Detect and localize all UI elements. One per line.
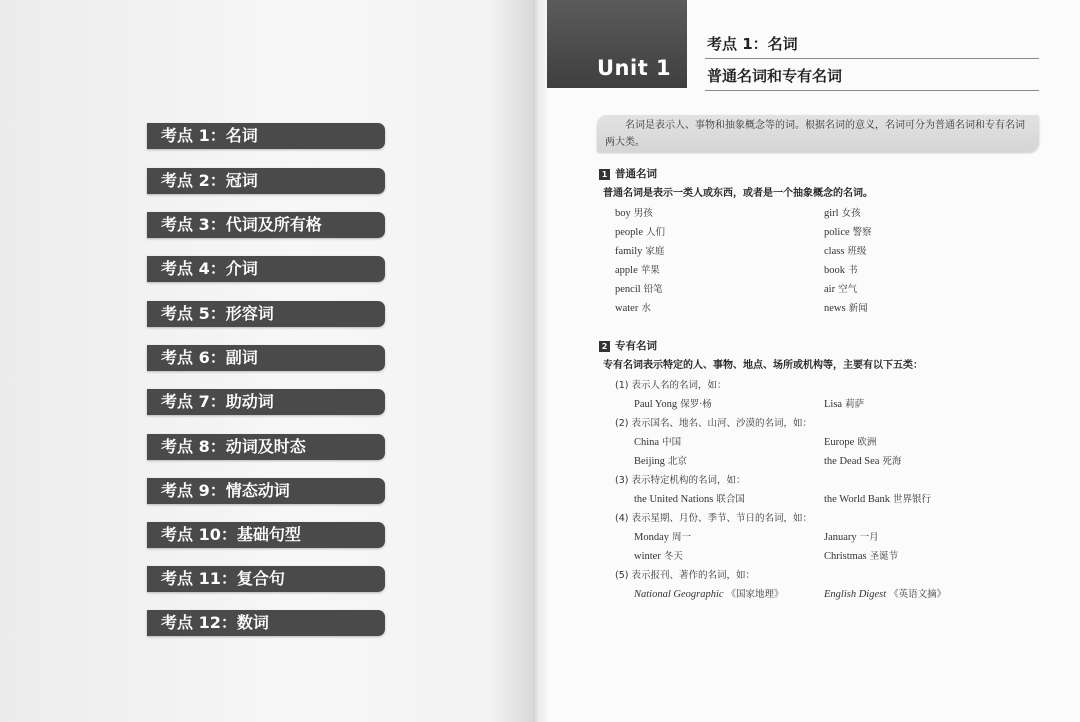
example-english: apple <box>615 265 638 276</box>
example-english: pencil <box>615 284 641 295</box>
example-english: police <box>824 227 850 238</box>
toc-item-2[interactable]: 考点 2：冠词 <box>147 168 385 194</box>
example-word <box>634 396 712 410</box>
example-chinese: 北京 <box>667 456 687 467</box>
section-2-description: 专有名词表示特定的人、事物、地点、场所或机构等，主要有以下五类： <box>603 360 923 371</box>
intro-box: 名词是表示人、事物和抽象概念等的词。根据名词的意义，名词可分为普通名词和专有名词两大类。 <box>597 115 1039 152</box>
left-page <box>0 0 533 722</box>
right-page <box>547 0 1080 722</box>
topic-subtitle: 普通名词和专有名词 <box>707 67 843 85</box>
example-word <box>824 396 864 410</box>
example-english: girl <box>824 208 839 219</box>
example-chinese: 一月 <box>859 532 879 543</box>
example-chinese: 欧洲 <box>857 437 877 448</box>
example-word <box>634 491 745 505</box>
toc-item-7[interactable]: 考点 7：助动词 <box>147 389 385 415</box>
example-chinese: 保罗·杨 <box>680 399 712 410</box>
example-chinese: 周一 <box>672 532 692 543</box>
example-chinese: 死海 <box>882 456 902 467</box>
toc-item-6[interactable]: 考点 6：副词 <box>147 345 385 371</box>
example-word <box>615 205 653 219</box>
example-english: Christmas <box>824 551 867 562</box>
example-chinese: 冬天 <box>663 551 683 562</box>
example-chinese: 铅笔 <box>643 284 663 295</box>
subtitle-divider <box>705 90 1039 91</box>
example-chinese: 联合国 <box>716 494 745 505</box>
subcategory-label: (2) 表示国名、地名、山河、沙漠的名词，如： <box>615 418 812 429</box>
section-1-number: 1 <box>599 169 610 180</box>
section-1-description: 普通名词是表示一类人或东西，或者是一个抽象概念的名词。 <box>603 188 873 199</box>
example-word <box>824 243 866 257</box>
example-word <box>824 529 879 543</box>
topic-title: 考点 1：名词 <box>707 35 798 53</box>
example-english: news <box>824 303 846 314</box>
example-word <box>824 300 868 314</box>
example-english: the United Nations <box>634 494 714 505</box>
example-chinese: 中国 <box>662 437 682 448</box>
unit-tab <box>547 0 687 88</box>
subcategory-label: (4) 表示星期、月份、季节、节日的名词，如： <box>615 513 812 524</box>
toc-item-3[interactable]: 考点 3：代词及所有格 <box>147 212 385 238</box>
example-english: the Dead Sea <box>824 456 880 467</box>
example-word <box>824 205 861 219</box>
section-2-number: 2 <box>599 341 610 352</box>
example-english: water <box>615 303 639 314</box>
section-2-heading <box>599 338 657 353</box>
toc-item-1[interactable]: 考点 1：名词 <box>147 123 385 149</box>
example-english: Beijing <box>634 456 665 467</box>
example-chinese: 莉萨 <box>845 399 865 410</box>
subcategory-label: (1) 表示人名的名词，如： <box>615 380 727 391</box>
example-english: winter <box>634 551 661 562</box>
example-chinese: 新闻 <box>848 303 868 314</box>
example-chinese: 班级 <box>847 246 867 257</box>
example-english: class <box>824 246 845 257</box>
example-word <box>634 434 681 448</box>
toc-item-11[interactable]: 考点 11：复合句 <box>147 566 385 592</box>
example-chinese: 《国家地理》 <box>726 589 784 600</box>
example-english: family <box>615 246 643 257</box>
toc-item-5[interactable]: 考点 5：形容词 <box>147 301 385 327</box>
example-english: Lisa <box>824 399 843 410</box>
example-word <box>824 548 898 562</box>
example-english: January <box>824 532 857 543</box>
section-1-title: 普通名词 <box>615 168 657 180</box>
example-chinese: 苹果 <box>640 265 660 276</box>
example-chinese: 家庭 <box>645 246 665 257</box>
unit-label: Unit 1 <box>597 56 672 80</box>
book-gutter <box>533 0 547 722</box>
section-2-title: 专有名词 <box>615 340 657 352</box>
example-chinese: 水 <box>641 303 651 314</box>
example-chinese: 空气 <box>838 284 858 295</box>
example-english: people <box>615 227 643 238</box>
example-chinese: 女孩 <box>841 208 861 219</box>
toc-item-9[interactable]: 考点 9：情态动词 <box>147 478 385 504</box>
example-english: book <box>824 265 845 276</box>
example-chinese: 人们 <box>646 227 666 238</box>
example-word <box>634 529 691 543</box>
toc-item-10[interactable]: 考点 10：基础句型 <box>147 522 385 548</box>
example-english: Monday <box>634 532 669 543</box>
example-word <box>634 586 784 600</box>
example-word <box>824 224 872 238</box>
toc-item-8[interactable]: 考点 8：动词及时态 <box>147 434 385 460</box>
example-chinese: 书 <box>848 265 858 276</box>
example-english: the World Bank <box>824 494 891 505</box>
example-chinese: 男孩 <box>633 208 653 219</box>
example-english: Europe <box>824 437 855 448</box>
example-word <box>824 281 857 295</box>
example-english: China <box>634 437 660 448</box>
example-english: National Geographic <box>634 589 724 600</box>
example-chinese: 《英语文摘》 <box>889 589 947 600</box>
example-word <box>615 300 651 314</box>
example-chinese: 圣诞节 <box>869 551 899 562</box>
toc-item-4[interactable]: 考点 4：介词 <box>147 256 385 282</box>
title-divider <box>705 58 1039 59</box>
example-word <box>824 262 858 276</box>
example-english: Paul Yong <box>634 399 678 410</box>
toc-item-12[interactable]: 考点 12：数词 <box>147 610 385 636</box>
example-word <box>824 434 876 448</box>
example-word <box>824 491 931 505</box>
example-word <box>634 453 687 467</box>
example-word <box>615 262 660 276</box>
example-english: boy <box>615 208 631 219</box>
section-1-heading <box>599 166 657 181</box>
example-word <box>615 243 664 257</box>
example-word <box>824 453 901 467</box>
subcategory-label: (3) 表示特定机构的名词，如： <box>615 475 746 486</box>
example-english: English Digest <box>824 589 887 600</box>
example-word <box>615 224 665 238</box>
subcategory-label: (5) 表示报刊、著作的名词，如： <box>615 570 755 581</box>
example-word <box>824 586 946 600</box>
example-word <box>615 281 663 295</box>
example-chinese: 警察 <box>852 227 872 238</box>
example-word <box>634 548 683 562</box>
example-english: air <box>824 284 836 295</box>
example-chinese: 世界银行 <box>893 494 932 505</box>
